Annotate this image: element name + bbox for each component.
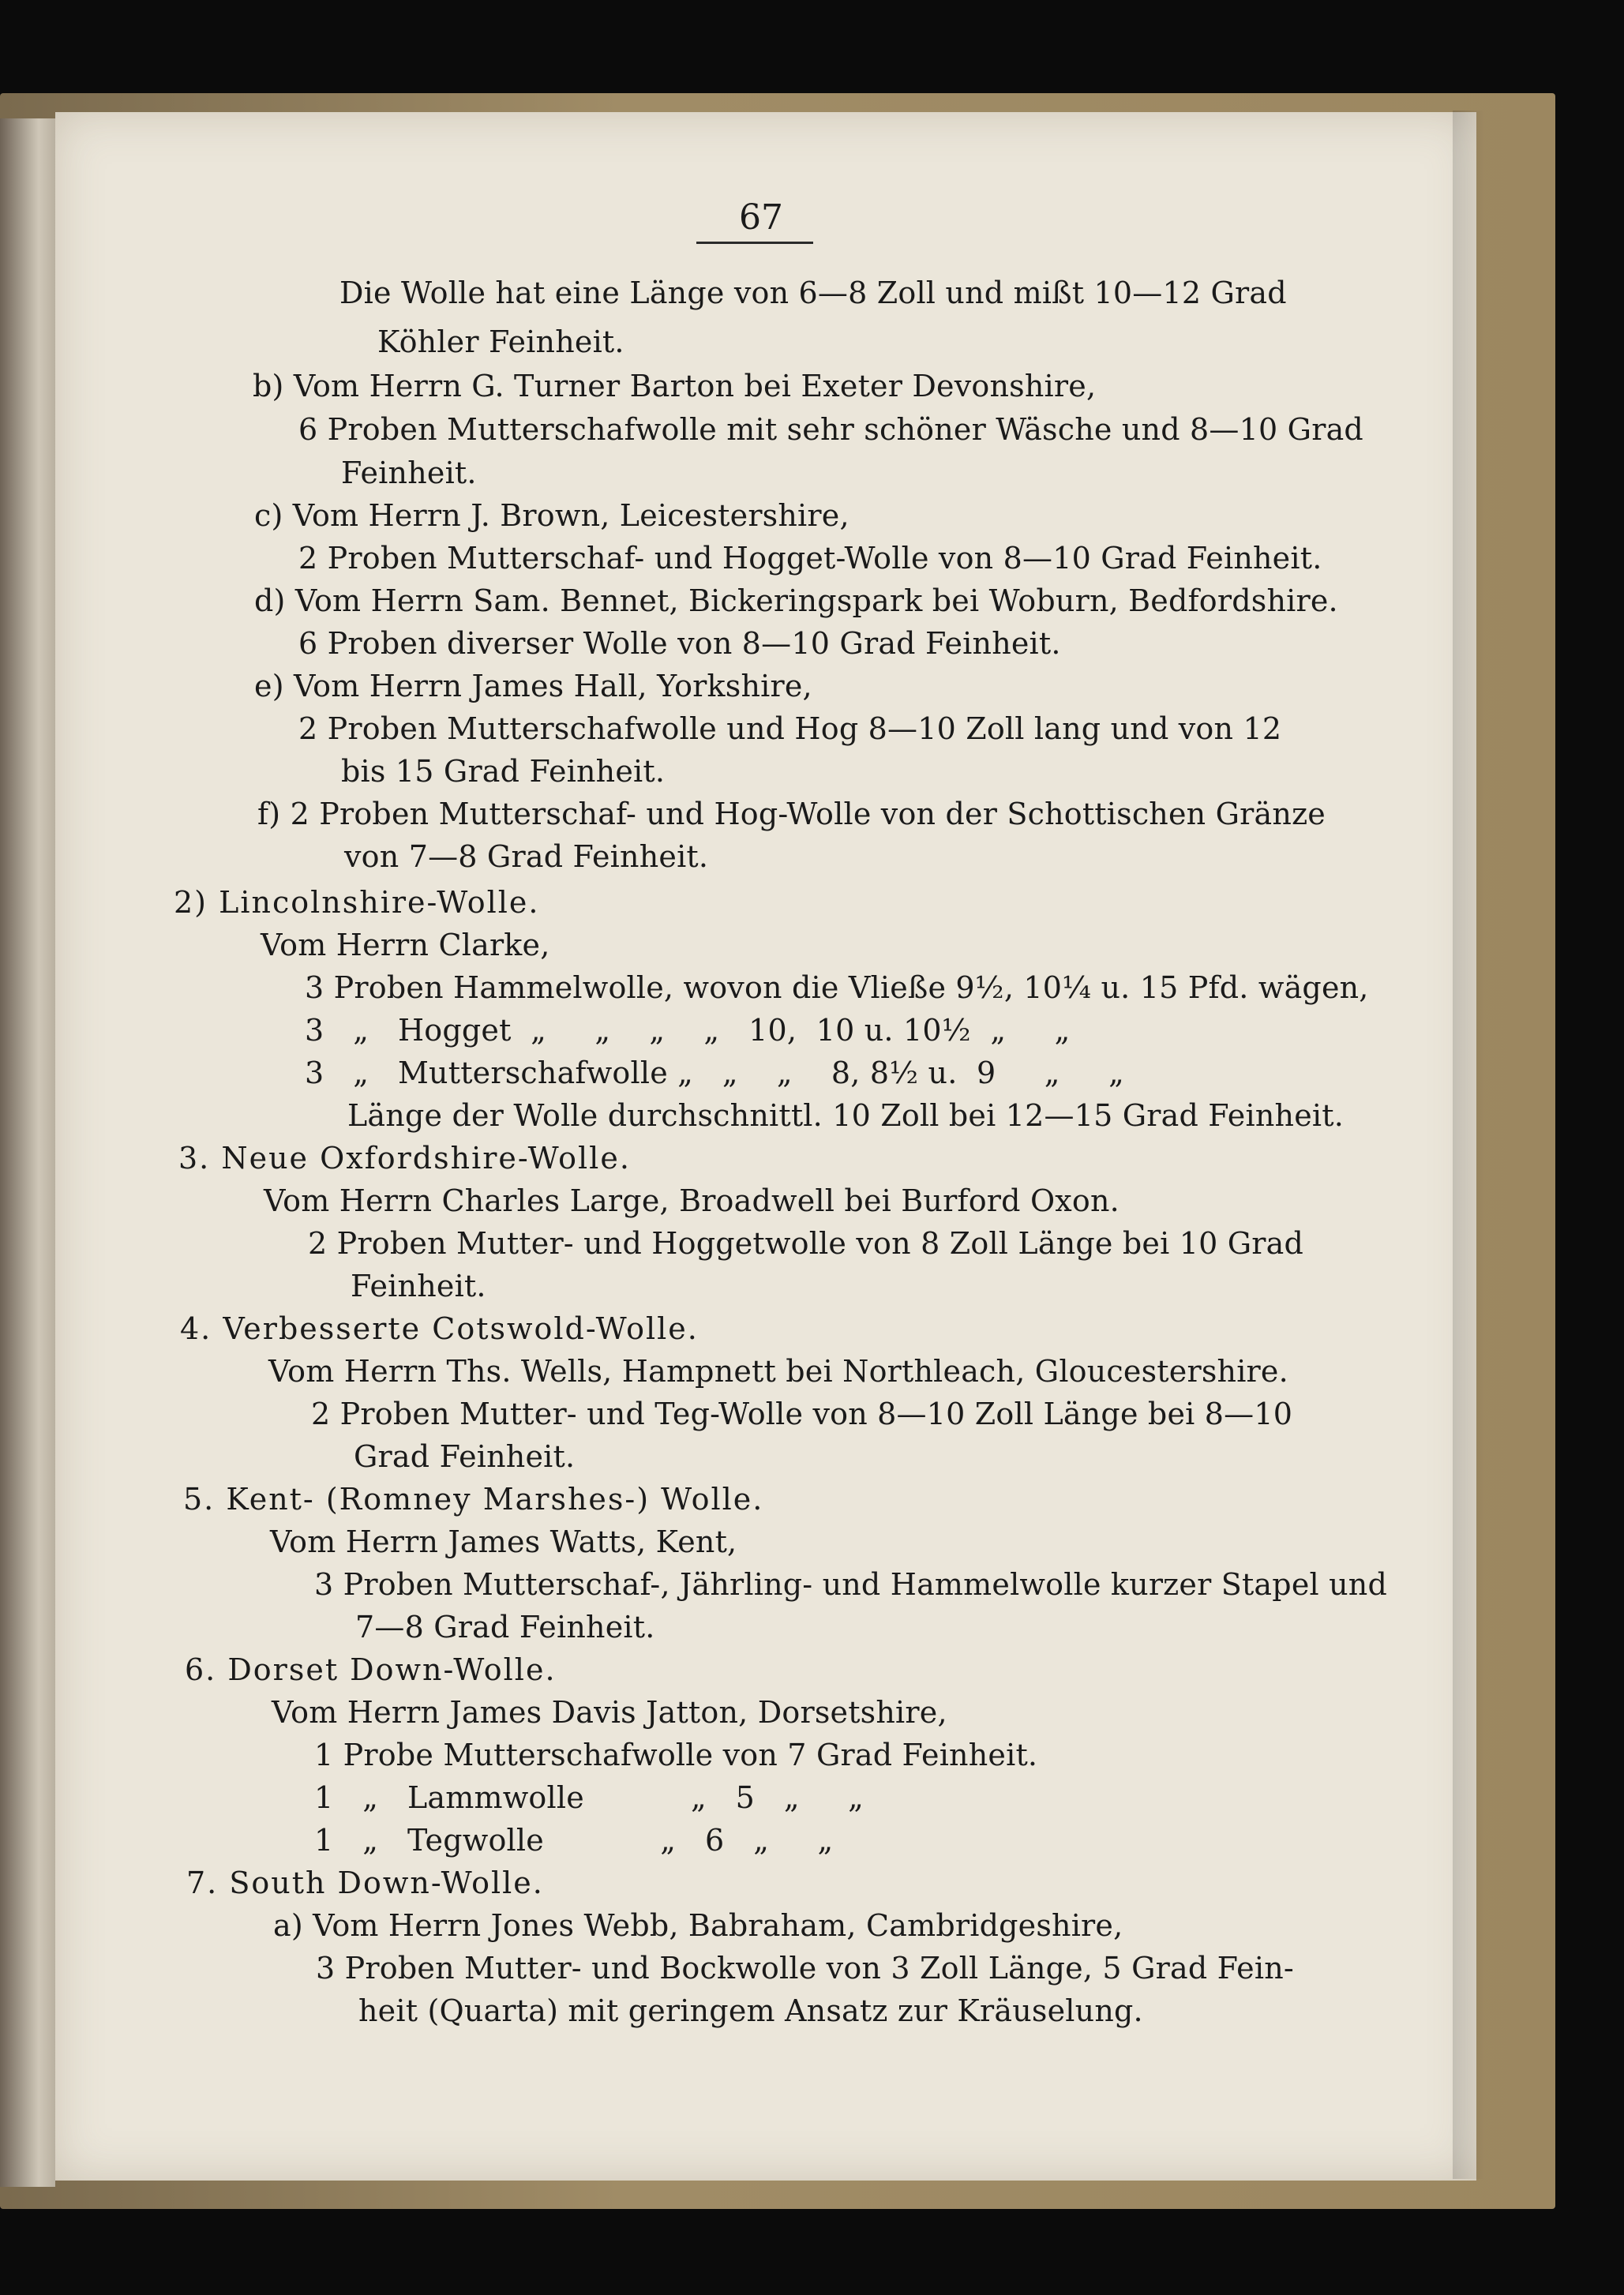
text-line: f) 2 Proben Mutterschaf- und Hog-Wolle von der Schottischen Gränze xyxy=(257,797,1326,831)
text-line: Köhler Feinheit. xyxy=(377,324,624,359)
text-line: a) Vom Herrn Jones Webb, Babraham, Cambridgeshire, xyxy=(273,1908,1123,1943)
text-line: bis 15 Grad Feinheit. xyxy=(341,754,666,789)
text-line: 1 „ Lammwolle „ 5 „ „ xyxy=(314,1780,865,1815)
text-line: 2 Proben Mutterschafwolle und Hog 8—10 Zoll lang und von 12 xyxy=(298,711,1282,746)
text-line: Die Wolle hat eine Länge von 6—8 Zoll und mißt 10—12 Grad xyxy=(339,276,1287,310)
text-line: 3 „ Mutterschafwolle „ „ „ 8, 8½ u. 9 „ „ xyxy=(305,1056,1124,1090)
text-line: 6 Proben diverser Wolle von 8—10 Grad Feinheit. xyxy=(298,626,1061,661)
text-line: Vom Herrn Charles Large, Broadwell bei Burford Oxon. xyxy=(264,1183,1120,1218)
text-line: c) Vom Herrn J. Brown, Leicestershire, xyxy=(254,498,850,533)
text-line: heit (Quarta) mit geringem Ansatz zur Kräuselung. xyxy=(358,1993,1143,2028)
page-gutter-shadow xyxy=(1453,111,1484,2179)
section-heading: 2) Lincolnshire-Wolle. xyxy=(174,885,540,920)
section-heading: 6. Dorset Down-Wolle. xyxy=(185,1652,557,1687)
section-heading: 5. Kent- (Romney Marshes-) Wolle. xyxy=(183,1482,764,1517)
text-line: 3 Proben Mutter- und Bockwolle von 3 Zoll Länge, 5 Grad Fein- xyxy=(316,1951,1294,1986)
section-heading: 3. Neue Oxfordshire-Wolle. xyxy=(178,1141,631,1176)
text-line: Vom Herrn James Davis Jatton, Dorsetshire, xyxy=(272,1695,947,1730)
text-line: 2 Proben Mutter- und Teg-Wolle von 8—10 Zoll Länge bei 8—10 xyxy=(311,1397,1293,1431)
text-line: Länge der Wolle durchschnittl. 10 Zoll bei 12—15 Grad Feinheit. xyxy=(347,1098,1344,1133)
text-line: e) Vom Herrn James Hall, Yorkshire, xyxy=(254,669,812,703)
text-line: Vom Herrn Clarke, xyxy=(261,928,550,962)
text-line: 6 Proben Mutterschafwolle mit sehr schöner Wäsche und 8—10 Grad xyxy=(298,412,1363,447)
section-heading: 4. Verbesserte Cotswold-Wolle. xyxy=(180,1311,699,1346)
text-line: Grad Feinheit. xyxy=(354,1439,576,1474)
text-line: Vom Herrn James Watts, Kent, xyxy=(270,1524,737,1559)
text-line: 3 Proben Mutterschaf-, Jährling- und Hammelwolle kurzer Stapel und xyxy=(314,1567,1388,1602)
text-line: Vom Herrn Ths. Wells, Hampnett bei Northleach, Gloucestershire. xyxy=(268,1354,1288,1389)
text-line: Feinheit. xyxy=(351,1269,486,1303)
text-line: 3 Proben Hammelwolle, wovon die Vließe 9½, 10¼ u. 15 Pfd. wägen, xyxy=(305,970,1369,1005)
text-line: d) Vom Herrn Sam. Bennet, Bickeringspark bei Woburn, Bedfordshire. xyxy=(254,583,1338,618)
text-line: von 7—8 Grad Feinheit. xyxy=(344,839,709,874)
left-page-edge xyxy=(0,118,55,2187)
text-line: 2 Proben Mutterschaf- und Hogget-Wolle von 8—10 Grad Feinheit. xyxy=(298,541,1322,576)
text-line: 7—8 Grad Feinheit. xyxy=(355,1610,655,1644)
text-line: Feinheit. xyxy=(341,456,477,490)
text-line: 2 Proben Mutter- und Hoggetwolle von 8 Zoll Länge bei 10 Grad xyxy=(308,1226,1304,1261)
text-line: 1 „ Tegwolle „ 6 „ „ xyxy=(314,1823,834,1858)
text-line: 3 „ Hogget „ „ „ „ 10, 10 u. 10½ „ „ xyxy=(305,1013,1071,1048)
page-number-rule xyxy=(696,242,813,244)
text-line: 1 Probe Mutterschafwolle von 7 Grad Feinheit. xyxy=(314,1738,1038,1772)
page-number: 67 xyxy=(739,197,783,238)
section-heading: 7. South Down-Wolle. xyxy=(186,1866,544,1900)
text-line: b) Vom Herrn G. Turner Barton bei Exeter Devonshire, xyxy=(253,369,1097,403)
